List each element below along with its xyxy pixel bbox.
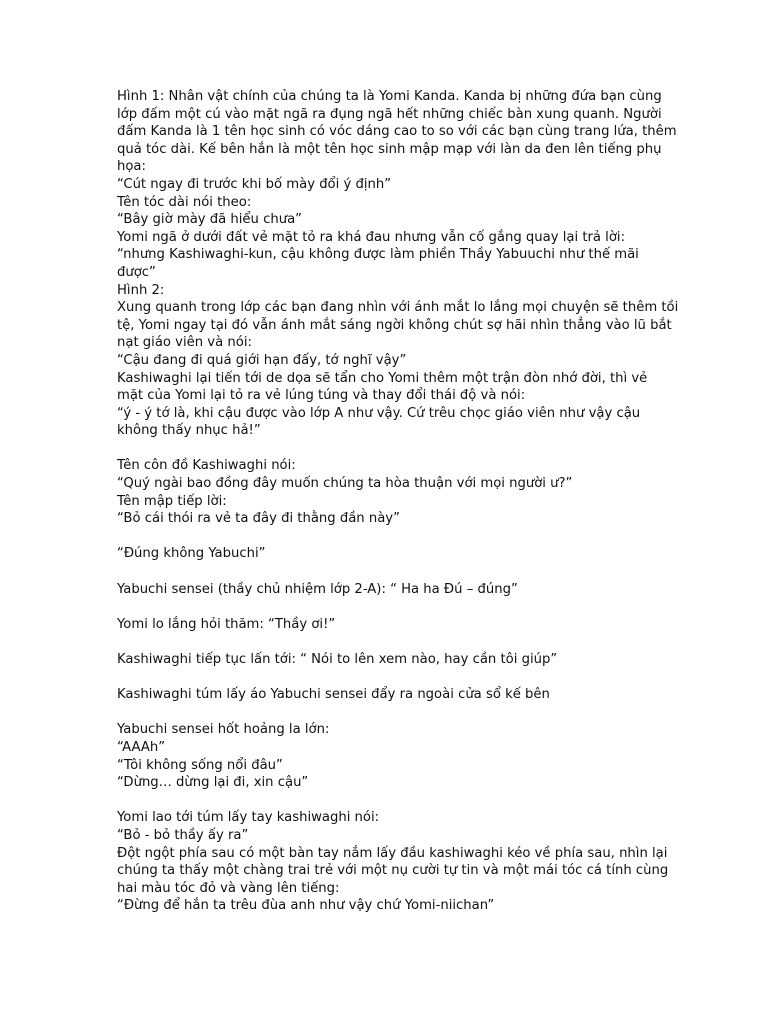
text-line: đấm Kanda là 1 tên học sinh có vóc dáng cao to so với các bạn cùng trang lứa, thêm — [117, 124, 677, 140]
text-line: Tên tóc dài nói theo: — [117, 194, 252, 210]
text-line: “Bỏ cái thói ra vẻ ta đây đi thằng đần này” — [117, 511, 400, 527]
blank-line — [117, 563, 657, 581]
text-line: “Bỏ - bỏ thầy ấy ra” — [117, 827, 249, 843]
text-line: “nhưng Kashiwaghi-kun, cậu không được làm phiền Thầy Yabuuchi như thế mãi — [117, 247, 639, 263]
text-line: “Đừng để hắn ta trêu đùa anh như vậy chứ Yomi-niichan” — [117, 898, 495, 914]
text-line: được” — [117, 264, 156, 280]
text-line: lớp đấm một cú vào mặt ngã ra đụng ngã hết những chiếc bàn xung quanh. Người — [117, 106, 662, 122]
blank-line — [117, 704, 657, 722]
text-line: Yabuchi sensei hốt hoảng la lớn: — [117, 722, 330, 738]
text-line: Tên mập tiếp lời: — [117, 493, 227, 509]
blank-line — [117, 633, 657, 651]
text-line: tệ, Yomi ngay tại đó vẫn ánh mắt sáng ngời không chút sợ hãi nhìn thẳng vào lũ bắt — [117, 317, 672, 333]
text-line: Tên côn đồ Kashiwaghi nói: — [117, 458, 296, 474]
text-line: Yabuchi sensei (thầy chủ nhiệm lớp 2-A): “ Ha ha Đú – đúng” — [117, 581, 518, 597]
text-line: “Cút ngay đi trước khi bố mày đổi ý định” — [117, 176, 392, 192]
blank-line — [117, 528, 657, 546]
text-line: “Dừng… dừng lại đi, xin cậu” — [117, 775, 309, 791]
text-line: Kashiwaghi tiếp tục lấn tới: “ Nói to lên xem nào, hay cần tôi giúp” — [117, 652, 558, 667]
text-line: Yomi lo lắng hỏi thăm: “Thầy ơi!” — [117, 616, 336, 632]
text-line: “Quý ngài bao đồng đây muốn chúng ta hòa thuận với mọi người ư?” — [117, 476, 573, 492]
text-line: Kashiwaghi lại tiến tới de dọa sẽ tẩn cho Yomi thêm một trận đòn nhớ đời, thì vẻ — [117, 370, 648, 386]
text-line: Yomi ngã ở dưới đất vẻ mặt tỏ ra khá đau nhưng vẫn cố gắng quay lại trả lời: — [117, 229, 626, 245]
blank-line — [117, 792, 657, 810]
blank-line — [117, 669, 657, 687]
text-line: chúng ta thấy một chàng trai trẻ với một nụ cười tự tin và một mái tóc cá tính cùng — [117, 863, 669, 879]
blank-line — [117, 440, 657, 458]
text-line: Hình 2: — [117, 282, 165, 298]
text-line: “AAAh” — [117, 739, 166, 755]
document-body — [117, 88, 679, 915]
text-line: họa: — [117, 159, 146, 175]
text-line: “ý - ý tớ là, khi cậu được vào lớp A như vậy. Cứ trêu chọc giáo viên như vậy cậu — [117, 405, 641, 421]
text-line: “Tôi không sống nổi đâu” — [117, 757, 283, 773]
text-line: Kashiwaghi túm lấy áo Yabuchi sensei đẩy ra ngoài cửa sổ kế bên — [117, 687, 550, 703]
text-line: nạt giáo viên và nói: — [117, 335, 252, 351]
text-line: “Cậu đang đi quá giới hạn đấy, tớ nghĩ vậy” — [117, 352, 407, 368]
text-line: hai màu tóc đỏ và vàng lên tiếng: — [117, 880, 340, 896]
text-line: Hình 1: Nhân vật chính của chúng ta là Yomi Kanda. Kanda bị những đứa bạn cùng — [117, 89, 662, 104]
text-line: mặt của Yomi lại tỏ ra vẻ lúng túng và thay đổi thái độ và nói: — [117, 388, 526, 404]
text-line: Đột ngột phía sau có một bàn tay nắm lấy đầu kashiwaghi kéo về phía sau, nhìn lại — [117, 845, 668, 861]
text-line: “Bây giờ mày đã hiểu chưa” — [117, 212, 302, 228]
blank-line — [117, 598, 657, 616]
text-line: Yomi lao tới túm lấy tay kashiwaghi nói: — [117, 810, 380, 826]
text-line: “Đúng không Yabuchi” — [117, 546, 266, 562]
text-line: quả tóc dài. Kế bên hắn là một tên học sinh mập mạp với làn da đen lên tiếng phụ — [117, 141, 662, 157]
text-line: không thấy nhục hả!” — [117, 423, 261, 439]
text-line: Xung quanh trong lớp các bạn đang nhìn với ánh mắt lo lắng mọi chuyện sẽ thêm tồi — [117, 300, 679, 316]
